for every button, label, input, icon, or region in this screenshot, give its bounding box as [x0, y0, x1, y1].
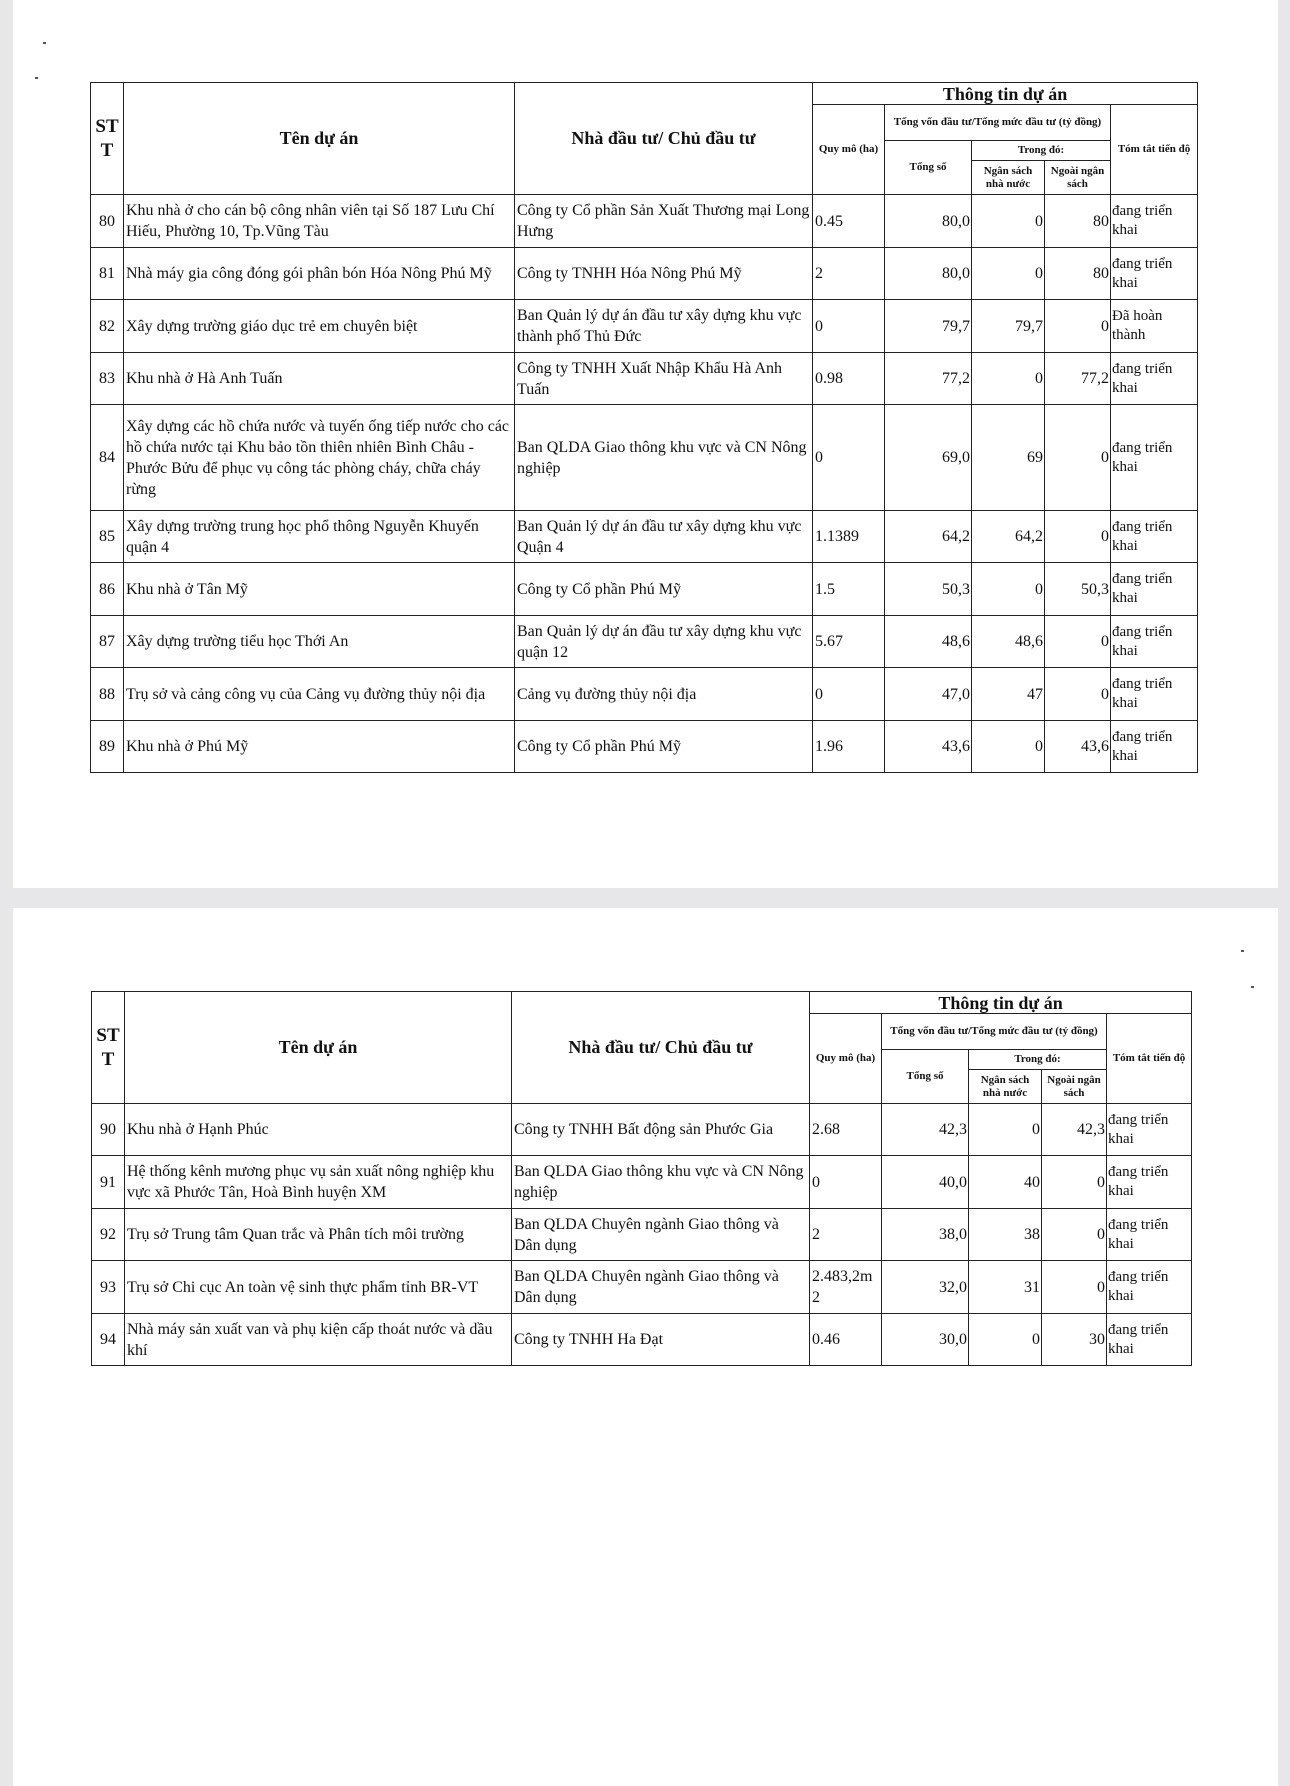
row-state-budget: 31	[969, 1261, 1042, 1314]
table-row	[91, 668, 1198, 721]
row-total: 80,0	[885, 195, 972, 248]
row-non-budget: 30	[1042, 1314, 1107, 1366]
row-stt: 92	[92, 1209, 125, 1261]
row-status: đang triển khai	[1111, 405, 1198, 511]
row-project-name: Xây dựng các hồ chứa nước và tuyến ống tiếp nước cho các hồ chứa nước tại Khu bảo tồn thiên nhiên Bình Châu - Phước Bửu để phục vụ công tác phòng cháy, chữa cháy rừng	[124, 405, 515, 511]
table-row	[91, 248, 1198, 300]
row-state-budget: 48,6	[972, 616, 1045, 668]
scan-speck	[43, 42, 46, 44]
row-status: đang triển khai	[1107, 1104, 1192, 1156]
row-total: 79,7	[885, 300, 972, 353]
row-project-name: Nhà máy sản xuất van và phụ kiện cấp thoát nước và dầu khí	[125, 1314, 512, 1366]
header-state-budget: Ngân sách nhà nước	[972, 161, 1045, 195]
table-header	[92, 992, 1192, 1104]
row-scale: 2.483,2m2	[810, 1261, 882, 1314]
row-total: 48,6	[885, 616, 972, 668]
row-investor: Ban QLDA Giao thông khu vực và CN Nông nghiệp	[515, 405, 813, 511]
header-non-budget: Ngoài ngân sách	[1045, 161, 1111, 195]
row-state-budget: 40	[969, 1156, 1042, 1209]
header-project-info: Thông tin dự án	[813, 83, 1198, 105]
row-non-budget: 0	[1042, 1209, 1107, 1261]
row-stt: 89	[91, 721, 124, 773]
header-of-which: Trong đó:	[972, 141, 1111, 161]
row-total: 38,0	[882, 1209, 969, 1261]
row-stt: 88	[91, 668, 124, 721]
row-investor: Công ty TNHH Hóa Nông Phú Mỹ	[515, 248, 813, 300]
table-row	[92, 1156, 1192, 1209]
row-project-name: Xây dựng trường trung học phổ thông Nguyễn Khuyến quận 4	[124, 511, 515, 563]
row-total: 50,3	[885, 563, 972, 616]
row-project-name: Hệ thống kênh mương phục vụ sản xuất nông nghiệp khu vực xã Phước Tân, Hoà Bình huyện XM	[125, 1156, 512, 1209]
row-status: đang triển khai	[1107, 1261, 1192, 1314]
row-state-budget: 47	[972, 668, 1045, 721]
row-non-budget: 42,3	[1042, 1104, 1107, 1156]
table-row	[91, 300, 1198, 353]
table-row	[92, 1104, 1192, 1156]
row-stt: 83	[91, 353, 124, 405]
header-non-budget: Ngoài ngân sách	[1042, 1070, 1107, 1104]
row-state-budget: 38	[969, 1209, 1042, 1261]
row-total: 69,0	[885, 405, 972, 511]
row-state-budget: 79,7	[972, 300, 1045, 353]
header-progress: Tóm tắt tiến độ	[1107, 1014, 1192, 1104]
row-stt: 80	[91, 195, 124, 248]
row-investor: Ban Quản lý dự án đầu tư xây dựng khu vực thành phố Thủ Đức	[515, 300, 813, 353]
row-total: 32,0	[882, 1261, 969, 1314]
row-project-name: Trụ sở và cảng công vụ của Cảng vụ đường thủy nội địa	[124, 668, 515, 721]
row-investor: Cảng vụ đường thủy nội địa	[515, 668, 813, 721]
row-investor: Công ty Cổ phần Phú Mỹ	[515, 721, 813, 773]
scan-speck	[1241, 950, 1244, 952]
row-non-budget: 0	[1045, 668, 1111, 721]
row-state-budget: 0	[972, 353, 1045, 405]
row-non-budget: 0	[1045, 616, 1111, 668]
row-stt: 86	[91, 563, 124, 616]
row-state-budget: 0	[969, 1104, 1042, 1156]
row-investor: Công ty TNHH Xuất Nhập Khẩu Hà Anh Tuấn	[515, 353, 813, 405]
row-project-name: Trụ sở Chi cục An toàn vệ sinh thực phẩm tỉnh BR-VT	[125, 1261, 512, 1314]
row-state-budget: 0	[969, 1314, 1042, 1366]
row-investor: Ban QLDA Giao thông khu vực và CN Nông nghiệp	[512, 1156, 810, 1209]
document-page-2	[13, 908, 1278, 1786]
row-scale: 1.96	[813, 721, 885, 773]
row-project-name: Xây dựng trường giáo dục trẻ em chuyên biệt	[124, 300, 515, 353]
row-scale: 0	[813, 300, 885, 353]
row-non-budget: 0	[1045, 405, 1111, 511]
header-progress: Tóm tắt tiến độ	[1111, 105, 1198, 195]
table-row	[91, 511, 1198, 563]
table-header	[91, 83, 1198, 195]
row-project-name: Khu nhà ở Hà Anh Tuấn	[124, 353, 515, 405]
row-stt: 91	[92, 1156, 125, 1209]
row-stt: 90	[92, 1104, 125, 1156]
header-of-which: Trong đó:	[969, 1050, 1107, 1070]
row-state-budget: 0	[972, 248, 1045, 300]
row-non-budget: 0	[1042, 1156, 1107, 1209]
row-non-budget: 50,3	[1045, 563, 1111, 616]
row-investor: Công ty TNHH Ha Đạt	[512, 1314, 810, 1366]
row-total: 80,0	[885, 248, 972, 300]
table-row	[91, 405, 1198, 511]
row-non-budget: 77,2	[1045, 353, 1111, 405]
row-project-name: Khu nhà ở Phú Mỹ	[124, 721, 515, 773]
row-investor: Công ty Cổ phần Sản Xuất Thương mại Long Hưng	[515, 195, 813, 248]
row-status: đang triển khai	[1111, 616, 1198, 668]
row-stt: 85	[91, 511, 124, 563]
row-status: đang triển khai	[1107, 1314, 1192, 1366]
row-status: đang triển khai	[1111, 668, 1198, 721]
row-scale: 2	[813, 248, 885, 300]
table-row	[92, 1261, 1192, 1314]
header-state-budget: Ngân sách nhà nước	[969, 1070, 1042, 1104]
row-project-name: Khu nhà ở cho cán bộ công nhân viên tại Số 187 Lưu Chí Hiếu, Phường 10, Tp.Vũng Tàu	[124, 195, 515, 248]
row-state-budget: 64,2	[972, 511, 1045, 563]
row-investor: Ban Quản lý dự án đầu tư xây dựng khu vực Quận 4	[515, 511, 813, 563]
row-status: đang triển khai	[1111, 195, 1198, 248]
row-total: 43,6	[885, 721, 972, 773]
header-total: Tổng số	[885, 141, 972, 195]
row-status: đang triển khai	[1111, 353, 1198, 405]
row-scale: 0	[813, 668, 885, 721]
header-total-capital: Tổng vốn đầu tư/Tổng mức đầu tư (tỷ đồng)	[885, 105, 1111, 141]
table-row	[92, 1314, 1192, 1366]
row-project-name: Khu nhà ở Tân Mỹ	[124, 563, 515, 616]
row-scale: 2	[810, 1209, 882, 1261]
row-scale: 0	[813, 405, 885, 511]
header-total-capital: Tổng vốn đầu tư/Tổng mức đầu tư (tỷ đồng)	[882, 1014, 1107, 1050]
table-row	[91, 616, 1198, 668]
row-status: đang triển khai	[1107, 1209, 1192, 1261]
row-scale: 5.67	[813, 616, 885, 668]
header-investor: Nhà đầu tư/ Chủ đầu tư	[515, 83, 813, 195]
header-scale: Quy mô (ha)	[813, 105, 885, 195]
row-scale: 2.68	[810, 1104, 882, 1156]
row-total: 30,0	[882, 1314, 969, 1366]
row-investor: Công ty TNHH Bất động sản Phước Gia	[512, 1104, 810, 1156]
row-state-budget: 0	[972, 195, 1045, 248]
row-investor: Ban QLDA Chuyên ngành Giao thông và Dân dụng	[512, 1261, 810, 1314]
table-row	[91, 353, 1198, 405]
row-status: đang triển khai	[1111, 721, 1198, 773]
scan-speck	[1251, 986, 1254, 988]
row-non-budget: 0	[1045, 300, 1111, 353]
table-row	[91, 195, 1198, 248]
row-scale: 0.46	[810, 1314, 882, 1366]
row-scale: 1.5	[813, 563, 885, 616]
row-investor: Ban Quản lý dự án đầu tư xây dựng khu vực quận 12	[515, 616, 813, 668]
row-total: 40,0	[882, 1156, 969, 1209]
row-state-budget: 69	[972, 405, 1045, 511]
header-project-info: Thông tin dự án	[810, 992, 1192, 1014]
row-investor: Công ty Cổ phần Phú Mỹ	[515, 563, 813, 616]
header-total: Tổng số	[882, 1050, 969, 1104]
project-table-page-1	[90, 82, 1198, 773]
row-project-name: Trụ sở Trung tâm Quan trắc và Phân tích môi trường	[125, 1209, 512, 1261]
table-row	[91, 721, 1198, 773]
scan-speck	[35, 77, 38, 79]
row-stt: 82	[91, 300, 124, 353]
document-page-1	[13, 0, 1278, 888]
row-non-budget: 80	[1045, 248, 1111, 300]
row-total: 64,2	[885, 511, 972, 563]
row-stt: 94	[92, 1314, 125, 1366]
row-status: đang triển khai	[1111, 511, 1198, 563]
row-project-name: Nhà máy gia công đóng gói phân bón Hóa Nông Phú Mỹ	[124, 248, 515, 300]
project-table-page-2	[91, 991, 1192, 1366]
header-scale: Quy mô (ha)	[810, 1014, 882, 1104]
row-investor: Ban QLDA Chuyên ngành Giao thông và Dân dụng	[512, 1209, 810, 1261]
header-stt: STT	[91, 83, 124, 195]
row-non-budget: 43,6	[1045, 721, 1111, 773]
row-total: 42,3	[882, 1104, 969, 1156]
row-scale: 0.45	[813, 195, 885, 248]
header-project-name: Tên dự án	[125, 992, 512, 1104]
row-status: đang triển khai	[1107, 1156, 1192, 1209]
header-investor: Nhà đầu tư/ Chủ đầu tư	[512, 992, 810, 1104]
row-scale: 0	[810, 1156, 882, 1209]
row-non-budget: 0	[1045, 511, 1111, 563]
row-project-name: Khu nhà ở Hạnh Phúc	[125, 1104, 512, 1156]
row-stt: 84	[91, 405, 124, 511]
row-total: 77,2	[885, 353, 972, 405]
header-project-name: Tên dự án	[124, 83, 515, 195]
row-stt: 93	[92, 1261, 125, 1314]
row-state-budget: 0	[972, 721, 1045, 773]
row-state-budget: 0	[972, 563, 1045, 616]
row-status: đang triển khai	[1111, 563, 1198, 616]
row-stt: 87	[91, 616, 124, 668]
row-stt: 81	[91, 248, 124, 300]
table-row	[92, 1209, 1192, 1261]
row-total: 47,0	[885, 668, 972, 721]
row-scale: 0.98	[813, 353, 885, 405]
table-row	[91, 563, 1198, 616]
header-stt: STT	[92, 992, 125, 1104]
row-scale: 1.1389	[813, 511, 885, 563]
row-non-budget: 80	[1045, 195, 1111, 248]
row-status: đang triển khai	[1111, 248, 1198, 300]
row-project-name: Xây dựng trường tiểu học Thới An	[124, 616, 515, 668]
row-non-budget: 0	[1042, 1261, 1107, 1314]
row-status: Đã hoàn thành	[1111, 300, 1198, 353]
